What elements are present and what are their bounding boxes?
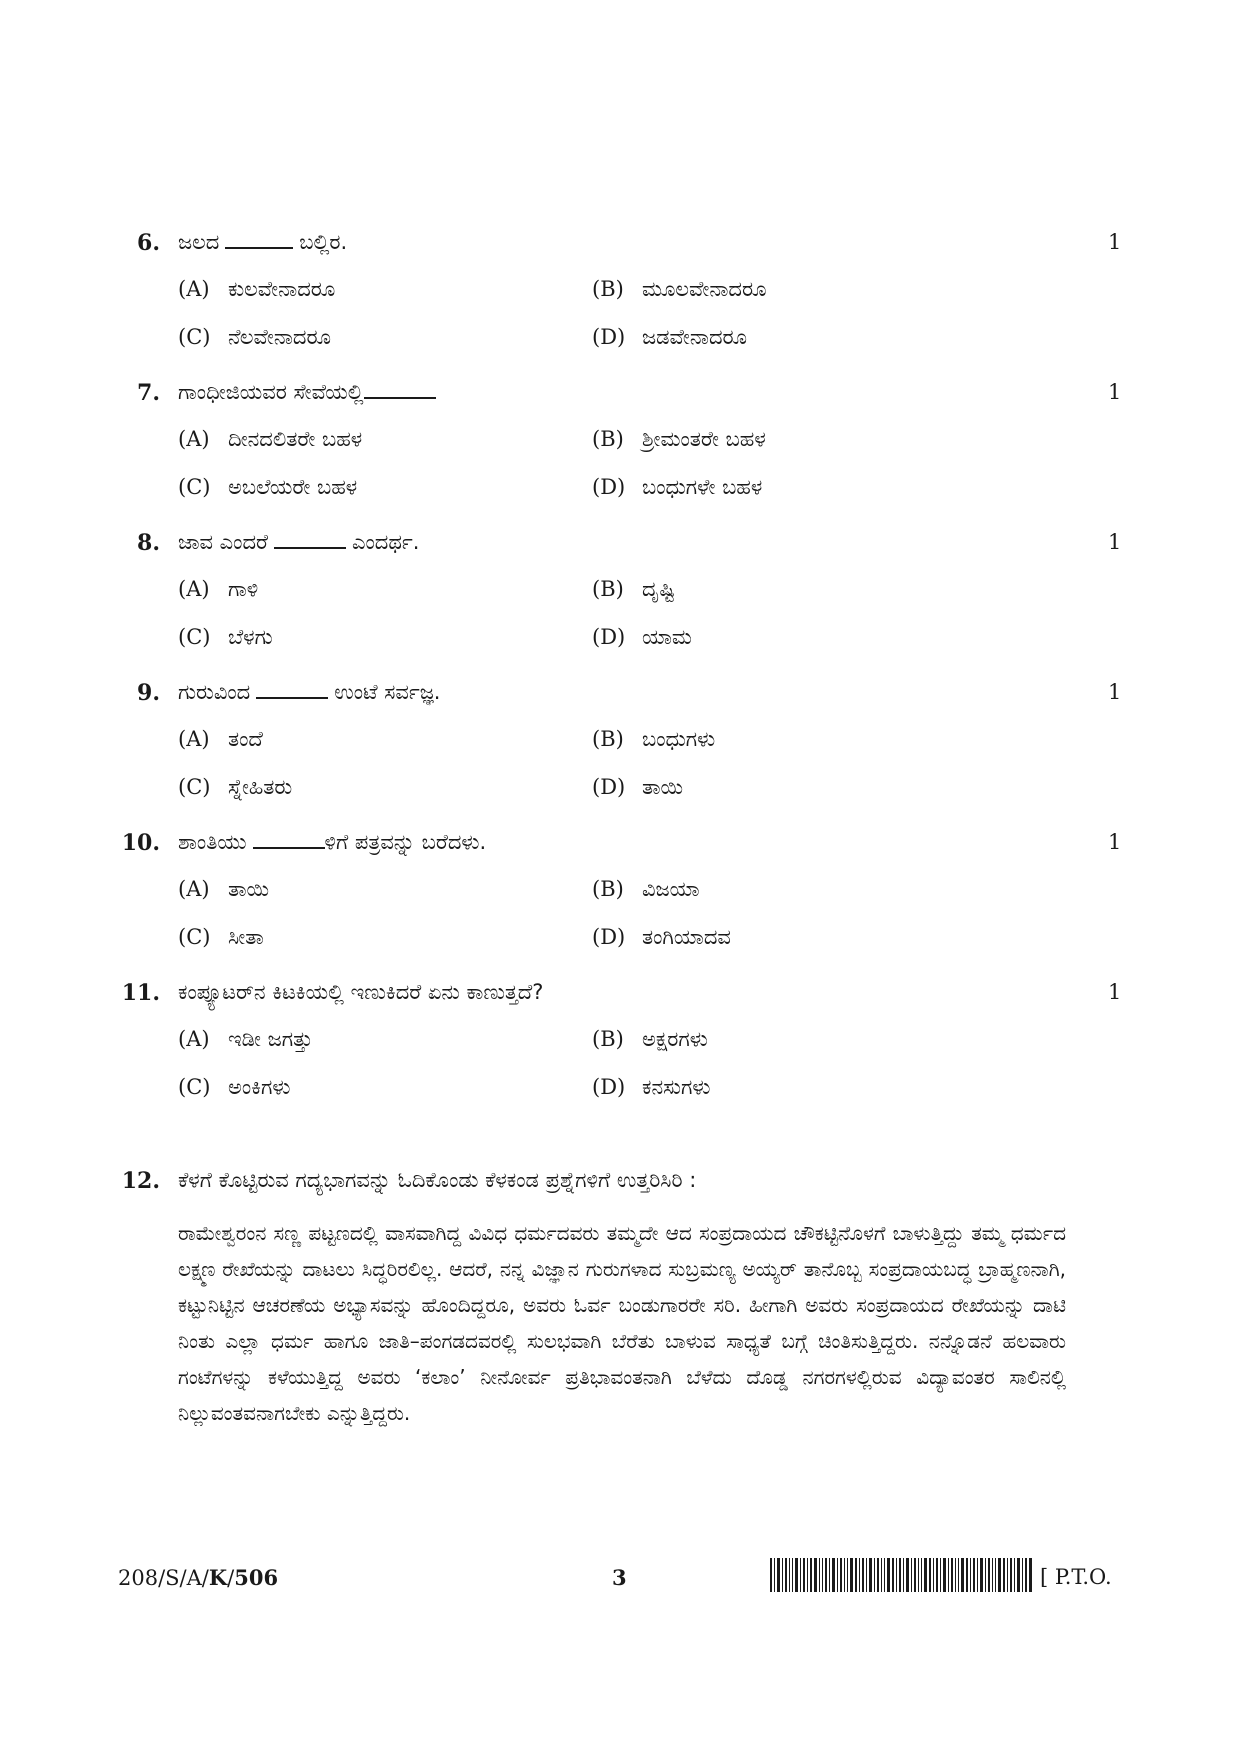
option-a[interactable]: (A) ತಂದೆ — [178, 727, 263, 751]
question-12 — [0, 1168, 1241, 1208]
question-text: ಶಾಂತಿಯು ಳಿಗೆ ಪತ್ರವನ್ನು ಬರೆದಳು. — [178, 830, 487, 854]
option-c[interactable]: (C) ಬೆಳಗು — [178, 625, 273, 649]
question-marks: 1 — [1108, 380, 1122, 404]
option-a[interactable]: (A) ತಾಯಿ — [178, 877, 270, 901]
option-b[interactable]: (B) ಬಂಧುಗಳು — [592, 727, 716, 751]
question-number: 11. — [121, 980, 160, 1006]
option-d[interactable]: (D) ಯಾಮ — [592, 625, 692, 649]
question-marks: 1 — [1108, 680, 1122, 704]
question-text: ಗುರುವಿಂದ ಉಂಟೆ ಸರ್ವಜ್ಞ. — [178, 680, 441, 704]
question-text: ಜಾವ ಎಂದರೆ ಎಂದರ್ಥ. — [178, 530, 420, 554]
fill-blank — [274, 533, 346, 549]
option-b[interactable]: (B) ಶ್ರೀಮಂತರೇ ಬಹಳ — [592, 427, 766, 451]
option-d[interactable]: (D) ಕನಸುಗಳು — [592, 1075, 711, 1099]
question-marks: 1 — [1108, 530, 1122, 554]
question-number: 6. — [137, 230, 160, 256]
question-6 — [0, 230, 1241, 370]
option-a[interactable]: (A) ದೀನದಲಿತರೇ ಬಹಳ — [178, 427, 363, 451]
question-prompt: ಕೆಳಗೆ ಕೊಟ್ಟಿರುವ ಗದ್ಯಭಾಗವನ್ನು ಓದಿಕೊಂಡು ಕೆಳಕಂಡ ಪ್ರಶ್ನೆಗಳಿಗೆ ಉತ್ತರಿಸಿರಿ : — [178, 1168, 697, 1192]
option-d[interactable]: (D) ತಂಗಿಯಾದವ — [592, 925, 731, 949]
question-8 — [0, 530, 1241, 670]
question-marks: 1 — [1108, 230, 1122, 254]
paper-code: 208/S/A/K/506 — [118, 1565, 279, 1590]
option-b[interactable]: (B) ದೃಷ್ಟಿ — [592, 577, 676, 601]
question-9 — [0, 680, 1241, 820]
question-number: 12. — [121, 1168, 160, 1194]
option-c[interactable]: (C) ಸ್ನೇಹಿತರು — [178, 775, 293, 799]
question-11 — [0, 980, 1241, 1120]
fill-blank — [253, 833, 325, 849]
question-7 — [0, 380, 1241, 520]
question-marks: 1 — [1108, 830, 1122, 854]
question-number: 8. — [137, 530, 160, 556]
option-b[interactable]: (B) ವಿಜಯಾ — [592, 877, 700, 901]
question-text: ಗಾಂಧೀಜಿಯವರ ಸೇವೆಯಲ್ಲಿ — [178, 380, 442, 405]
question-10 — [0, 830, 1241, 970]
option-b[interactable]: (B) ಮೂಲವೇನಾದರೂ — [592, 277, 767, 301]
question-number: 10. — [121, 830, 160, 856]
option-c[interactable]: (C) ಅಂಕಿಗಳು — [178, 1075, 291, 1099]
option-c[interactable]: (C) ಸೀತಾ — [178, 925, 264, 949]
fill-blank — [225, 233, 293, 249]
question-text: ಕಂಪ್ಯೂಟರ್‌ನ ಕಿಟಕಿಯಲ್ಲಿ ಇಣುಕಿದರೆ ಏನು ಕಾಣುತ್ತದೆ? — [178, 980, 544, 1004]
fill-blank — [364, 383, 436, 399]
question-number: 9. — [137, 680, 160, 706]
option-b[interactable]: (B) ಅಕ್ಷರಗಳು — [592, 1027, 708, 1051]
option-a[interactable]: (A) ಗಾಳಿ — [178, 577, 259, 601]
question-text: ಜಲದ ಬಲ್ಲಿರ. — [178, 230, 348, 254]
barcode — [770, 1558, 1032, 1592]
question-marks: 1 — [1108, 980, 1122, 1004]
option-d[interactable]: (D) ಜಡವೇನಾದರೂ — [592, 325, 748, 349]
option-c[interactable]: (C) ನೆಲವೇನಾದರೂ — [178, 325, 331, 349]
question-number: 7. — [137, 380, 160, 406]
option-c[interactable]: (C) ಅಬಲೆಯರೇ ಬಹಳ — [178, 475, 358, 499]
option-d[interactable]: (D) ಬಂಧುಗಳೇ ಬಹಳ — [592, 475, 763, 499]
comprehension-passage: ರಾಮೇಶ್ವರಂನ ಸಣ್ಣ ಪಟ್ಟಣದಲ್ಲಿ ವಾಸವಾಗಿದ್ದ ವಿವಿಧ ಧರ್ಮದವರು ತಮ್ಮದೇ ಆದ ಸಂಪ್ರದಾಯದ ಚೌಕಟ್ಟಿನೊಳಗೆ ಬಾಳುತ್ತಿದ್ದು ತಮ್ಮ ಧರ್ಮದ ಲಕ್ಷ್ಮಣ ರೇಖೆಯನ್ನು ದಾಟಲು ಸಿದ್ಧರಿರಲಿಲ್ಲ. ಆದರೆ, ನನ್ನ ವಿಜ್ಞಾನ ಗುರುಗಳಾದ ಸುಬ್ರಮಣ್ಯ ಅಯ್ಯರ್ ತಾನೊಬ್ಬ ಸಂಪ್ರದಾಯಬದ್ಧ ಬ್ರಾಹ್ಮಣನಾಗಿ, ಕಟ್ಟುನಿಟ್ಟಿನ ಆಚರಣೆಯ ಅಭ್ಯಾಸವನ್ನು ಹೊಂದಿದ್ದರೂ, ಅವರು ಓರ್ವ ಬಂಡುಗಾರರೇ ಸರಿ. ಹೀಗಾಗಿ ಅವರು ಸಂಪ್ರದಾಯದ ರೇಖೆಯನ್ನು ದಾಟಿ ನಿಂತು ಎಲ್ಲಾ ಧರ್ಮ ಹಾಗೂ ಜಾತಿ–ಪಂಗಡದವರಲ್ಲಿ ಸುಲಭವಾಗಿ ಬೆರೆತು ಬಾಳುವ ಸಾಧ್ಯತೆ ಬಗ್ಗೆ ಚಿಂತಿಸುತ್ತಿದ್ದರು. ನನ್ನೊಡನೆ ಹಲವಾರು ಗಂಟೆಗಳನ್ನು ಕಳೆಯುತ್ತಿದ್ದ ಅವರು ‘ಕಲಾಂ’ ನೀನೋರ್ವ ಪ್ರತಿಭಾವಂತನಾಗಿ ಬೆಳೆದು ದೊಡ್ಡ ನಗರಗಳಲ್ಲಿರುವ ವಿದ್ಯಾವಂತರ ಸಾಲಿನಲ್ಲಿ ನಿಲ್ಲುವಂತವನಾಗಬೇಕು ಎನ್ನುತ್ತಿದ್ದರು. — [178, 1221, 1066, 1425]
option-a[interactable]: (A) ಕುಲವೇನಾದರೂ — [178, 277, 336, 301]
option-d[interactable]: (D) ತಾಯಿ — [592, 775, 684, 799]
option-a[interactable]: (A) ಇಡೀ ಜಗತ್ತು — [178, 1027, 313, 1051]
please-turn-over: [ P.T.O. — [1040, 1565, 1112, 1589]
page-number: 3 — [612, 1565, 627, 1590]
fill-blank — [256, 683, 328, 699]
